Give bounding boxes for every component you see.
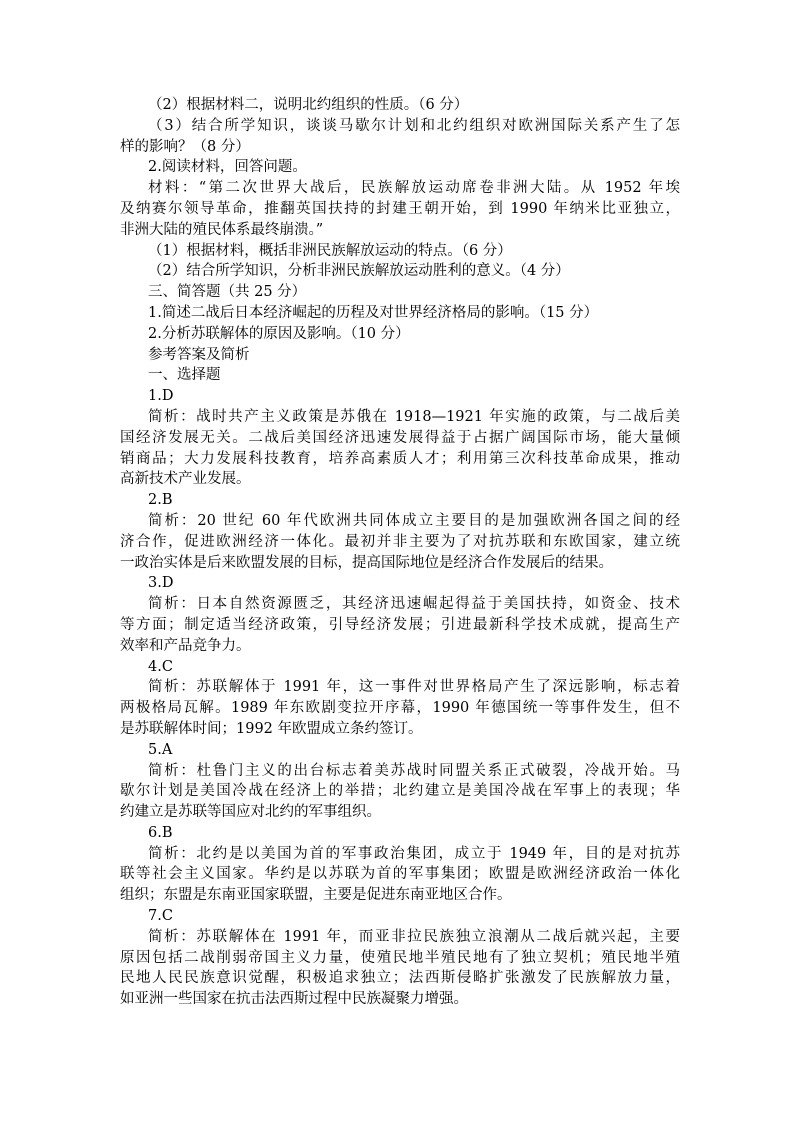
text-line: 7.C bbox=[148, 908, 173, 925]
text-line: （1）根据材料，概括非洲民族解放运动的特点。（6 分） bbox=[148, 242, 512, 259]
text-line: 两极格局瓦解。1989 年东欧剧变拉开序幕，1990 年德国统一等事件发生，但不 bbox=[120, 700, 680, 717]
text-line: （2）结合所学知识，分析非洲民族解放运动胜利的意义。（4 分） bbox=[148, 263, 570, 280]
text-line: 6.B bbox=[148, 824, 173, 841]
text-line: 简析：战时共产主义政策是苏俄在 1918—1921 年实施的政策，与二战后美 bbox=[148, 408, 680, 425]
text-line: 4.C bbox=[148, 658, 173, 675]
text-line: 简析：苏联解体于 1991 年，这一事件对世界格局产生了深远影响，标志着 bbox=[148, 679, 680, 696]
text-line: 济合作，促进欧洲经济一体化。最初并非主要为了对抗苏联和东欧国家，建立统 bbox=[120, 533, 680, 550]
text-line: 民地人民民族意识觉醒，积极追求独立；法西斯侵略扩张激发了民族解放力量， bbox=[120, 970, 680, 987]
text-line: 组织；东盟是东南亚国家联盟，主要是促进东南亚地区合作。 bbox=[120, 887, 512, 904]
text-line: 简析：北约是以美国为首的军事政治集团，成立于 1949 年，目的是对抗苏 bbox=[148, 845, 680, 862]
text-line: （2）根据材料二，说明北约组织的性质。（6 分） bbox=[148, 97, 469, 113]
text-line: 简析：20 世纪 60 年代欧洲共同体成立主要目的是加强欧洲各国之间的经 bbox=[148, 512, 680, 529]
text-line: 约建立是苏联等国应对北约的军事组织。 bbox=[120, 804, 381, 821]
text-line: 原因包括二战削弱帝国主义力量，使殖民地半殖民地有了独立契机；殖民地半殖 bbox=[120, 949, 680, 966]
text-line: 2.B bbox=[148, 492, 173, 509]
text-line: 3.D bbox=[148, 575, 174, 592]
text-line: 国经济发展无关。二战后美国经济迅速发展得益于占据广阔国际市场，能大量倾 bbox=[120, 429, 680, 446]
text-line: （3）结合所学知识，谈谈马歇尔计划和北约组织对欧洲国际关系产生了怎 bbox=[148, 117, 680, 134]
text-line: 一政治实体是后来欧盟发展的目标，提高国际地位是经济合作发展后的结果。 bbox=[120, 554, 613, 571]
text-line: 简析：苏联解体在 1991 年，而亚非拉民族独立浪潮从二战后就兴起，主要 bbox=[148, 928, 680, 945]
text-line: 5.A bbox=[148, 741, 173, 758]
text-line: 高新技术产业发展。 bbox=[120, 471, 251, 488]
text-line: 参考答案及简析 bbox=[148, 346, 250, 363]
text-line: 1.D bbox=[148, 388, 174, 405]
text-line: 等方面；制定适当经济政策，引导经济发展；引进最新科学技术成就，提高生产 bbox=[120, 616, 680, 633]
text-line: 1.简述二战后日本经济崛起的历程及对世界经济格局的影响。（15 分） bbox=[148, 304, 599, 321]
text-line: 如亚洲一些国家在抗击法西斯过程中民族凝聚力增强。 bbox=[120, 991, 468, 1008]
text-line: 样的影响？（8 分） bbox=[120, 138, 250, 155]
text-line: 材料：“第二次世界大战后，民族解放运动席卷非洲大陆。从 1952 年埃 bbox=[148, 180, 680, 197]
text-line: 及纳赛尔领导革命，推翻英国扶持的封建王朝开始，到 1990 年纳米比亚独立， bbox=[120, 200, 680, 217]
text-line: 是苏联解体时间；1992 年欧盟成立条约签订。 bbox=[120, 720, 423, 737]
text-line: 联等社会主义国家。华约是以苏联为首的军事集团；欧盟是欧洲经济政治一体化 bbox=[120, 866, 680, 883]
text-line: 简析：杜鲁门主义的出台标志着美苏战时同盟关系正式破裂，冷战开始。马 bbox=[148, 762, 680, 779]
document-page bbox=[120, 95, 680, 1010]
text-line: 2.分析苏联解体的原因及影响。（10 分） bbox=[148, 325, 410, 342]
text-line: 一、选择题 bbox=[148, 367, 221, 384]
text-line: 三、简答题（共 25 分） bbox=[148, 284, 307, 301]
text-line: 2.阅读材料，回答问题。 bbox=[148, 159, 307, 176]
text-line: 简析：日本自然资源匮乏，其经济迅速崛起得益于美国扶持，如资金、技术 bbox=[148, 596, 680, 613]
text-line: 销商品；大力发展科技教育，培养高素质人才；利用第三次科技革命成果，推动 bbox=[120, 450, 680, 467]
text-line: 效率和产品竞争力。 bbox=[120, 637, 251, 654]
text-line: 非洲大陆的殖民体系最终崩溃。” bbox=[120, 221, 324, 238]
text-line: 歇尔计划是美国冷战在经济上的举措；北约建立是美国冷战在军事上的表现；华 bbox=[120, 783, 680, 800]
